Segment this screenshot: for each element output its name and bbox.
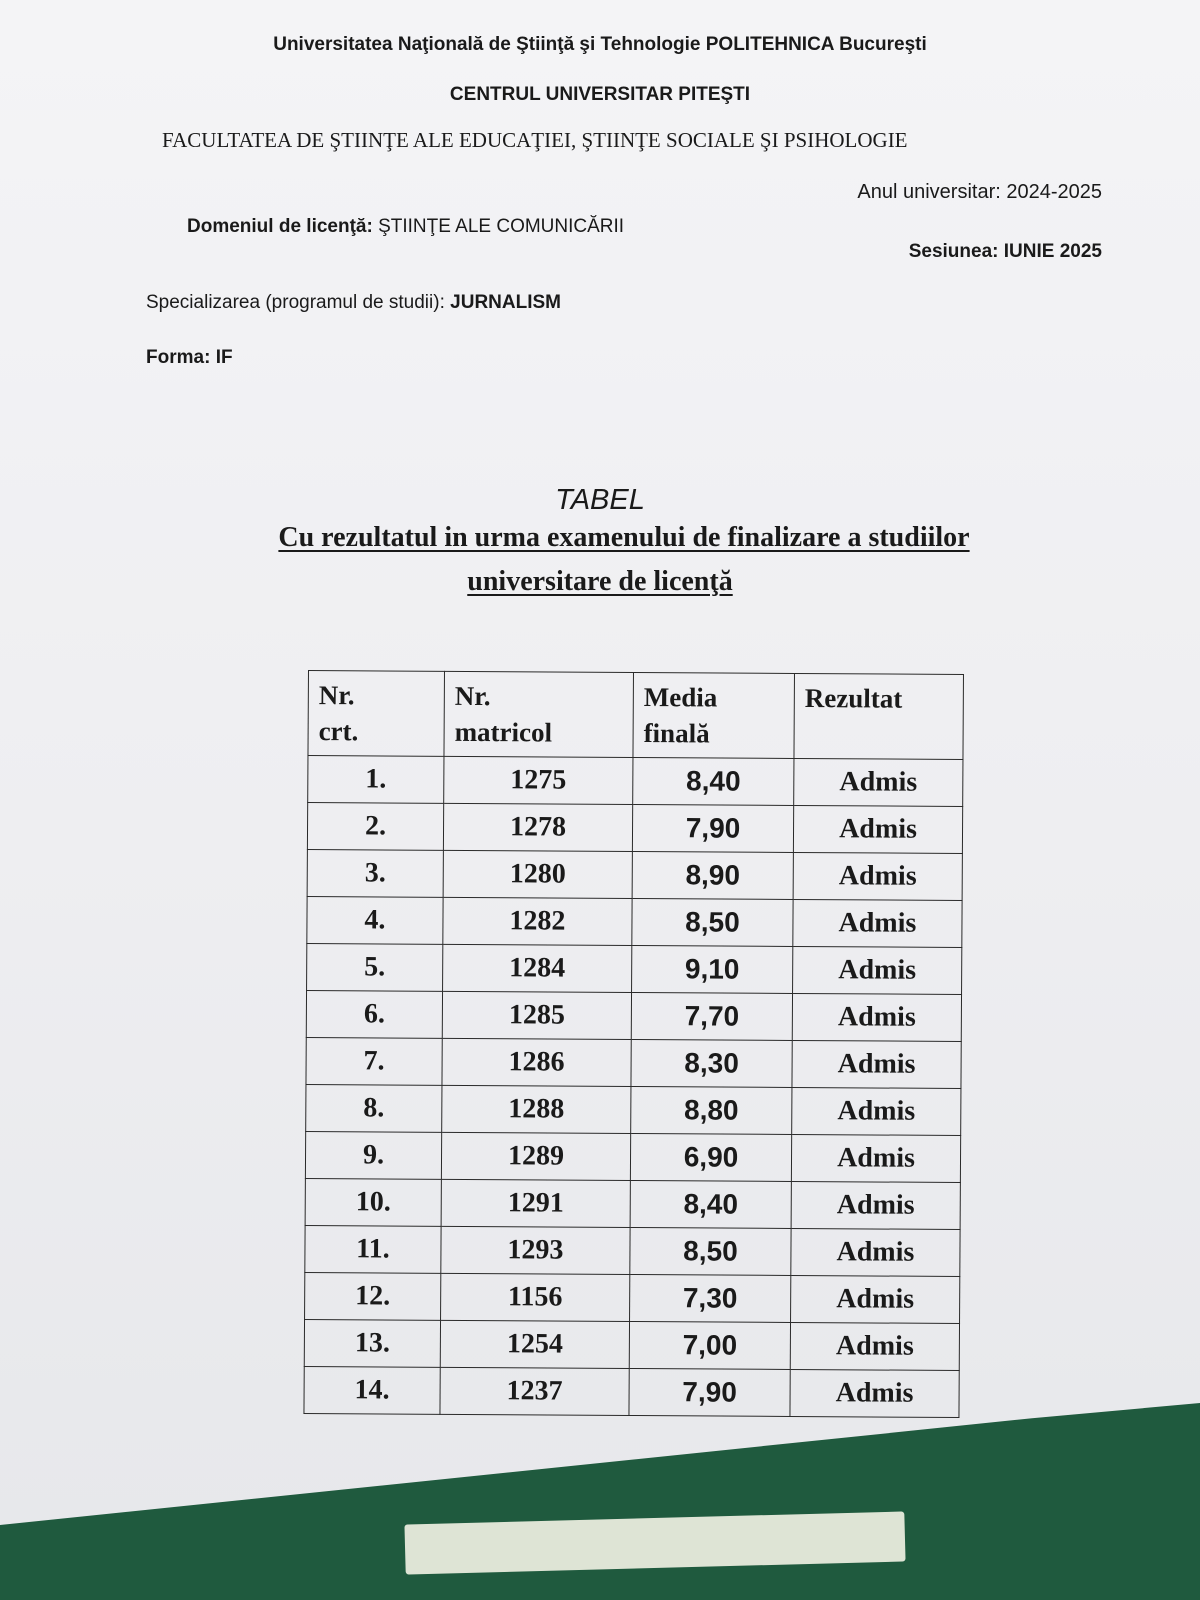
- cell-media-finala: 7,70: [631, 992, 792, 1040]
- cell-nr-matricol: 1237: [440, 1367, 629, 1415]
- academic-year: Anul universitar: 2024-2025: [857, 181, 1102, 203]
- form-label: Forma:: [146, 347, 211, 368]
- cell-media-finala: 7,30: [630, 1274, 791, 1322]
- table-row: [306, 1037, 961, 1088]
- cell-nr-matricol: 1282: [443, 897, 632, 945]
- column-header-line: Nr.: [454, 680, 491, 712]
- cell-rezultat: Admis: [793, 899, 962, 947]
- form-line: [146, 347, 233, 369]
- table-row: [307, 896, 962, 947]
- domain-line: [187, 216, 624, 238]
- session-label: Sesiunea:: [908, 241, 999, 262]
- specialization-value: JURNALISM: [450, 292, 561, 313]
- specialization-label: Specializarea (programul de studii):: [146, 292, 445, 313]
- domain-value: ŞTIINŢE ALE COMUNICĂRII: [378, 216, 625, 237]
- column-header-rezultat: [794, 673, 964, 759]
- cell-rezultat: Admis: [791, 1181, 960, 1229]
- table-row: [306, 990, 961, 1041]
- cell-nr-crt: 7.: [306, 1037, 442, 1085]
- cell-rezultat: Admis: [793, 852, 962, 900]
- cell-media-finala: 8,90: [632, 851, 793, 899]
- cell-media-finala: 8,50: [632, 898, 793, 946]
- cell-rezultat: Admis: [791, 1275, 960, 1323]
- cell-nr-matricol: 1156: [441, 1273, 630, 1321]
- table-row: [305, 1131, 960, 1182]
- cell-nr-matricol: 1293: [441, 1226, 630, 1274]
- cell-nr-matricol: 1291: [441, 1179, 630, 1227]
- faculty-name: FACULTATEA DE ŞTIINŢE ALE EDUCAŢIEI, ŞTIINŢE SOCIALE ŞI PSIHOLOGIE: [162, 128, 908, 152]
- column-header-line: Nr.: [318, 680, 355, 711]
- specialization-line: [146, 292, 561, 314]
- column-header-line: Media: [643, 682, 718, 713]
- table-row: [307, 943, 962, 994]
- cell-nr-matricol: 1275: [444, 756, 633, 804]
- table-row: [305, 1225, 960, 1276]
- cell-media-finala: 7,00: [629, 1321, 790, 1369]
- cell-media-finala: 7,90: [632, 804, 793, 852]
- cell-nr-crt: 12.: [305, 1272, 441, 1320]
- column-header-nr-crt: [308, 671, 445, 757]
- cell-nr-crt: 14.: [304, 1366, 440, 1414]
- cell-nr-crt: 3.: [307, 849, 443, 897]
- cell-nr-crt: 13.: [304, 1319, 440, 1367]
- cell-nr-crt: 9.: [305, 1131, 441, 1179]
- cell-nr-crt: 4.: [307, 896, 443, 944]
- table-row: [305, 1178, 960, 1229]
- table-row: [304, 1366, 959, 1417]
- cell-nr-matricol: 1278: [443, 803, 632, 851]
- cell-media-finala: 9,10: [632, 945, 793, 993]
- column-header-line: Rezultat: [804, 683, 903, 714]
- table-row: [306, 1084, 961, 1135]
- cell-nr-matricol: 1288: [442, 1085, 631, 1133]
- column-header-line: finală: [643, 718, 710, 749]
- document-title: TABEL: [555, 484, 645, 516]
- cell-rezultat: Admis: [793, 805, 962, 853]
- cell-media-finala: 6,90: [630, 1133, 791, 1181]
- cell-nr-matricol: 1254: [440, 1320, 629, 1368]
- cell-rezultat: Admis: [791, 1134, 960, 1182]
- table-header-row: [308, 671, 964, 760]
- university-center: CENTRUL UNIVERSITAR PITEŞTI: [449, 84, 751, 105]
- cell-media-finala: 8,50: [630, 1227, 791, 1275]
- university-name: Universitatea Naţională de Ştiinţă şi Tehnologie POLITEHNICA Bucureşti: [273, 34, 927, 55]
- cell-nr-crt: 10.: [305, 1178, 441, 1226]
- cell-media-finala: 8,40: [633, 757, 794, 805]
- table-body: [304, 756, 963, 1418]
- table-row: [308, 756, 963, 807]
- cell-rezultat: Admis: [790, 1369, 959, 1417]
- cell-rezultat: Admis: [791, 1228, 960, 1276]
- cell-media-finala: 8,40: [630, 1180, 791, 1228]
- column-header-media-finala: [633, 672, 795, 758]
- table-row: [307, 803, 962, 854]
- document-subtitle-line-2: universitare de licenţă: [467, 566, 733, 597]
- session-value: IUNIE 2025: [1003, 241, 1102, 262]
- cell-rezultat: Admis: [792, 993, 961, 1041]
- cell-nr-crt: 2.: [307, 803, 443, 851]
- cell-nr-crt: 1.: [308, 756, 444, 804]
- cell-rezultat: Admis: [790, 1322, 959, 1370]
- column-header-line: matricol: [454, 716, 553, 748]
- cell-nr-crt: 8.: [306, 1084, 442, 1132]
- cell-nr-matricol: 1280: [443, 850, 632, 898]
- cell-nr-matricol: 1286: [442, 1038, 631, 1086]
- document-subtitle-line-1: Cu rezultatul in urma examenului de finalizare a studiilor: [278, 522, 970, 553]
- cell-rezultat: Admis: [792, 1040, 961, 1088]
- cell-nr-matricol: 1289: [441, 1132, 630, 1180]
- cell-nr-crt: 11.: [305, 1225, 441, 1273]
- cell-media-finala: 8,80: [631, 1086, 792, 1134]
- session-line: [909, 241, 1102, 263]
- cell-nr-crt: 5.: [307, 943, 443, 991]
- table-row: [307, 849, 962, 900]
- form-value: IF: [215, 347, 233, 368]
- table-row: [305, 1272, 960, 1323]
- column-header-nr-matricol: [444, 671, 634, 757]
- cell-nr-crt: 6.: [306, 990, 442, 1038]
- cell-rezultat: Admis: [794, 758, 963, 806]
- cell-nr-matricol: 1285: [442, 991, 631, 1039]
- column-header-line: crt.: [318, 716, 359, 747]
- domain-label: Domeniul de licenţă:: [187, 216, 373, 237]
- cell-rezultat: Admis: [792, 1087, 961, 1135]
- cell-nr-matricol: 1284: [443, 944, 632, 992]
- cell-rezultat: Admis: [793, 946, 962, 994]
- adhesive-tape: [404, 1511, 905, 1574]
- cell-media-finala: 8,30: [631, 1039, 792, 1087]
- cell-media-finala: 7,90: [629, 1368, 790, 1416]
- table-row: [304, 1319, 959, 1370]
- results-table: [303, 670, 964, 1418]
